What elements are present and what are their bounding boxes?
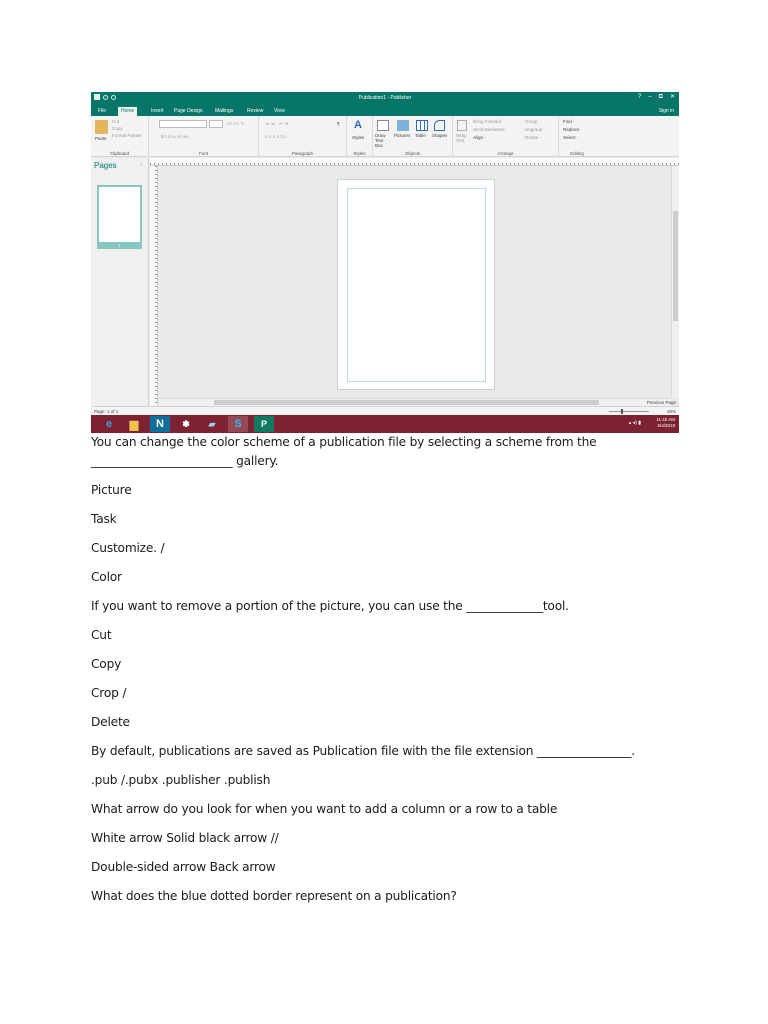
- question-2-option-2: Copy: [91, 657, 122, 671]
- select-button[interactable]: Select ·: [563, 135, 579, 140]
- font-format-tools[interactable]: B I U x₂ x² Aa ·: [161, 134, 191, 139]
- horizontal-scrollbar[interactable]: [159, 398, 671, 406]
- question-2-option-3: Crop /: [91, 686, 127, 700]
- status-bar: [91, 400, 679, 415]
- pages-pane: [91, 158, 149, 406]
- clock-time: 11:40 AM: [656, 417, 675, 422]
- close-button[interactable]: ✕: [669, 94, 675, 100]
- styles-group: [347, 116, 373, 157]
- styles-icon[interactable]: A: [354, 119, 362, 131]
- clipboard-label: Clipboard: [109, 151, 130, 156]
- tray-icons[interactable]: ▴ ◂) ▮: [628, 420, 641, 426]
- zoom-level[interactable]: 40%: [666, 409, 676, 414]
- publisher-icon[interactable]: P: [254, 416, 274, 432]
- clock[interactable]: [656, 417, 675, 429]
- format-painter-button[interactable]: Format Painter: [112, 133, 142, 138]
- question-3: By default, publications are saved as Publication file with the file extension ________________.: [91, 744, 635, 758]
- question-2: If you want to remove a portion of the picture, you can use the _____________tool.: [91, 599, 569, 613]
- vertical-scroll-thumb[interactable]: [673, 211, 678, 321]
- shapes-button[interactable]: Shapes: [432, 133, 448, 138]
- question-5: What does the blue dotted border represent on a publication?: [91, 889, 457, 903]
- paragraph-label: Paragraph: [291, 151, 313, 156]
- question-1-option-4: Color: [91, 570, 122, 584]
- wrap-text-button[interactable]: Wrap Text: [456, 133, 467, 143]
- document-canvas[interactable]: [159, 166, 671, 398]
- question-1-line-2: ________________________ gallery.: [91, 454, 279, 468]
- wrap-text-icon[interactable]: [457, 120, 467, 131]
- zoom-slider[interactable]: [609, 411, 649, 412]
- folder-icon[interactable]: ▆: [129, 418, 139, 431]
- page-thumbnail[interactable]: [97, 185, 142, 244]
- tab-insert[interactable]: Insert: [151, 108, 164, 114]
- question-1-option-3: Customize. /: [91, 541, 165, 555]
- table-button[interactable]: Table: [415, 133, 426, 138]
- editing-group: [559, 116, 595, 157]
- clipboard-group: [91, 116, 149, 157]
- question-3-answers: .pub /.pubx .publisher .publish: [91, 773, 271, 787]
- help-button[interactable]: ?: [637, 94, 642, 100]
- windows-taskbar: [91, 415, 679, 433]
- font-size-box[interactable]: [209, 120, 223, 128]
- list-tools[interactable]: ≔ ≔ · ⇤ ⇥: [265, 121, 289, 126]
- horizontal-scroll-thumb[interactable]: [214, 400, 599, 405]
- pages-pane-title: Pages: [94, 161, 117, 170]
- font-size-tools[interactable]: A˄ A˅ ✎: [227, 121, 245, 126]
- table-icon[interactable]: [416, 120, 428, 131]
- tab-page-design[interactable]: Page Design: [174, 108, 203, 114]
- zoom-slider-handle[interactable]: [621, 409, 623, 414]
- restore-button[interactable]: ⧉: [658, 94, 663, 100]
- pictures-icon[interactable]: [397, 120, 409, 131]
- ungroup-button[interactable]: Ungroup: [525, 127, 543, 132]
- tab-file[interactable]: File: [98, 108, 107, 114]
- arrange-label: Arrange: [497, 151, 514, 156]
- page-info[interactable]: Page: 1 of 1: [94, 409, 119, 414]
- pictures-button[interactable]: Pictures: [394, 133, 411, 138]
- minimize-button[interactable]: –: [648, 94, 652, 100]
- styles-button[interactable]: Styles: [352, 135, 365, 140]
- styles-label: Styles: [353, 151, 366, 156]
- paste-button[interactable]: Paste: [95, 136, 107, 141]
- question-4: What arrow do you look for when you want to add a column or a row to a table: [91, 802, 558, 816]
- paragraph-group: [259, 116, 347, 157]
- vertical-scrollbar[interactable]: [671, 166, 679, 398]
- clock-date: 6/4/2018: [657, 423, 675, 428]
- group-button[interactable]: Group: [525, 119, 538, 124]
- copy-button[interactable]: Copy: [112, 126, 123, 131]
- ribbon: [91, 116, 679, 157]
- shapes-icon[interactable]: [434, 120, 445, 131]
- title-bar: [91, 92, 679, 105]
- question-4-answers-1: White arrow Solid black arrow //: [91, 831, 279, 845]
- question-1-option-2: Task: [91, 512, 117, 526]
- window-buttons: [638, 94, 675, 101]
- text-box-icon[interactable]: [377, 120, 389, 131]
- paragraph-mark-button[interactable]: ¶: [337, 121, 340, 126]
- objects-group: [373, 116, 453, 157]
- question-2-option-4: Delete: [91, 715, 130, 729]
- send-backward-button[interactable]: Send Backward ·: [473, 127, 508, 132]
- n-app-icon[interactable]: N: [150, 416, 170, 432]
- window-title: Publication1 - Publisher: [358, 95, 412, 101]
- find-button[interactable]: Find ·: [563, 119, 575, 124]
- previous-page-label: Previous Page: [646, 400, 676, 405]
- tab-review[interactable]: Review: [247, 108, 264, 114]
- bring-forward-button[interactable]: Bring Forward ·: [473, 119, 505, 124]
- page-thumbnail-number: 1: [97, 243, 142, 249]
- tab-view[interactable]: View: [274, 108, 285, 114]
- align-tools[interactable]: ≡ ≡ ≡ ≡ ‡≡ ·: [265, 134, 289, 139]
- vertical-ruler: [150, 166, 158, 406]
- publisher-screenshot: [91, 92, 679, 433]
- ie-icon[interactable]: e: [105, 418, 113, 430]
- ribbon-tabs: [91, 105, 679, 116]
- arrange-group: [453, 116, 559, 157]
- question-2-option-1: Cut: [91, 628, 112, 642]
- question-4-answers-2: Double-sided arrow Back arrow: [91, 860, 276, 874]
- margin-guide: [347, 188, 486, 382]
- horizontal-ruler: [150, 158, 679, 166]
- sign-in-link[interactable]: Sign in: [658, 108, 674, 114]
- draw-text-box-button[interactable]: Draw Text Box: [375, 133, 386, 148]
- cut-button[interactable]: Cut: [112, 119, 120, 124]
- align-button[interactable]: Align ·: [473, 135, 486, 140]
- skype-icon[interactable]: S: [228, 416, 248, 432]
- font-group: [149, 116, 259, 157]
- network-icon[interactable]: ✽: [182, 418, 190, 429]
- pages-pane-collapse-icon[interactable]: ‹: [140, 162, 142, 168]
- question-1-option-1: Picture: [91, 483, 132, 497]
- rotate-button[interactable]: Rotate ·: [525, 135, 542, 140]
- replace-button[interactable]: Replace: [563, 127, 580, 132]
- objects-label: Objects: [404, 151, 421, 156]
- question-1-line-1: You can change the color scheme of a publication file by selecting a scheme from the: [91, 435, 597, 449]
- publication-page[interactable]: [337, 179, 495, 390]
- font-label: Font: [198, 151, 208, 156]
- tab-mailings[interactable]: Mailings: [215, 108, 234, 114]
- paste-icon[interactable]: [95, 120, 108, 134]
- tab-home[interactable]: Home: [118, 107, 137, 116]
- font-name-box[interactable]: [159, 120, 207, 128]
- editing-label: Editing: [570, 151, 584, 156]
- app-icon[interactable]: ▰: [208, 418, 216, 429]
